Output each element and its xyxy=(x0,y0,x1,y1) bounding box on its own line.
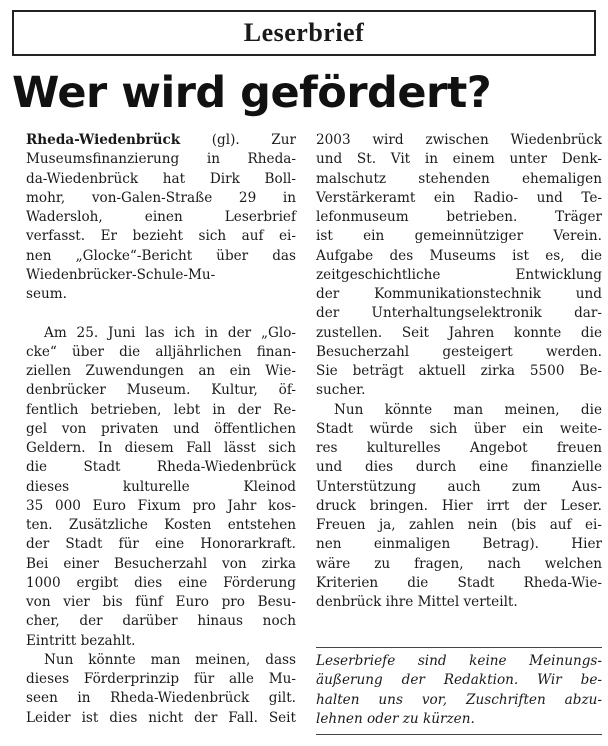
paragraph-line: Sie beträgt aktuell zirka 5500 Be- xyxy=(316,363,602,379)
paragraph-line: ten. Zusätzliche Kosten entstehen xyxy=(26,517,296,533)
editor-note-line: lehnen oder zu kürzen. xyxy=(316,710,475,727)
editor-note-line: Leserbriefe sind keine Meinungs- xyxy=(316,653,602,669)
paragraph-line: denbrück ihre Mittel verteilt. xyxy=(316,594,518,610)
paragraph-line: lefonmuseum betrieben. Träger xyxy=(316,209,602,225)
intro-line: mohr, von-Galen-Straße 29 in xyxy=(26,189,296,206)
note-divider-top xyxy=(316,647,602,648)
paragraph-line: Unterstützung auch zum Aus- xyxy=(316,478,602,495)
intro-line: verfasst. Er bezieht sich auf ei- xyxy=(26,228,296,245)
paragraph-line: Geldern. In diesem Fall lässt sich xyxy=(26,440,296,456)
paragraph-line: zeitgeschichtliche Entwicklung xyxy=(316,266,602,283)
kicker-label: Leserbrief xyxy=(243,18,365,47)
intro-first-line-rest: (gl). Zur xyxy=(180,132,296,148)
paragraph-line: und St. Vit in einem unter Denk- xyxy=(316,151,602,168)
paragraph-line: von vier bis fünf Euro pro Besu- xyxy=(26,594,296,610)
intro-first-line xyxy=(26,131,296,150)
paragraph-line: denbrücker Museum. Kultur, öf- xyxy=(26,382,296,399)
paragraph-line: seen in Rheda-Wiedenbrück gilt. xyxy=(26,690,296,707)
editor-note-line: äußerung der Redaktion. Wir be- xyxy=(316,672,602,689)
article-column-right xyxy=(316,131,602,612)
kicker-box xyxy=(12,10,596,56)
paragraph-line: nen einmaligen Betrag). Hier xyxy=(316,536,602,553)
paragraph-line: Besucherzahl gesteigert werden. xyxy=(316,343,602,360)
paragraph-line: Stadt würde sich über ein weite- xyxy=(316,420,602,437)
intro-line: seum. xyxy=(26,286,67,302)
paragraph-line: dieses kulturelle Kleinod xyxy=(26,478,296,495)
paragraph-line: Aufgabe des Museums ist es, die xyxy=(316,247,602,264)
intro-line: Museumsfinanzierung in Rheda- xyxy=(26,151,296,168)
editor-note-line: halten uns vor, Zuschriften abzu- xyxy=(316,691,602,708)
paragraph-line: der Stadt für eine Honorarkraft. xyxy=(26,536,296,553)
paragraph-line: die Stadt Rheda-Wiedenbrück xyxy=(26,459,296,476)
paragraph-line: Eintritt bezahlt. xyxy=(26,632,136,649)
note-divider-bottom xyxy=(316,734,602,735)
paragraph-line: res kulturelles Angebot freuen xyxy=(316,440,602,456)
paragraph-line: der Unterhaltungselektronik dar- xyxy=(316,305,602,322)
article-column-left xyxy=(26,131,296,728)
paragraph-line: 35 000 Euro Fixum pro Jahr kos- xyxy=(26,497,296,514)
paragraph-line: malschutz stehenden ehemaligen xyxy=(316,170,602,187)
paragraph-line: fentlich betrieben, lebt in der Re- xyxy=(26,401,296,418)
paragraph-line: wäre zu fragen, nach welchen xyxy=(316,555,602,572)
paragraph-line: zustellen. Seit Jahren konnte die xyxy=(316,324,602,341)
intro-line: Wadersloh, einen Leserbrief xyxy=(26,209,296,225)
paragraph-line: der Kommunikationstechnik und xyxy=(316,286,602,302)
paragraph-line: Verstärkeramt ein Radio- und Te- xyxy=(316,189,602,206)
paragraph-line: 2003 wird zwischen Wiedenbrück xyxy=(316,132,602,148)
paragraph-line: ziellen Zuwendungen an ein Wie- xyxy=(26,363,296,379)
paragraph-line: Leider ist dies nicht der Fall. Seit xyxy=(26,709,296,726)
intro-line: nen „Glocke“-Bericht über das xyxy=(26,247,296,264)
paragraph-line: druck bringen. Hier irrt der Leser. xyxy=(316,497,602,514)
paragraph-line: Bei einer Besucherzahl von zirka xyxy=(26,555,296,572)
paragraph-line: Nun könnte man meinen, die xyxy=(334,401,602,418)
paragraph-line: cher, der darüber hinaus noch xyxy=(26,613,296,630)
paragraph-line: sucher. xyxy=(316,382,366,399)
dateline: Rheda-Wiedenbrück xyxy=(26,132,181,148)
intro-line: Wiedenbrücker-Schule-Mu- xyxy=(26,266,216,283)
editor-note xyxy=(316,652,602,729)
headline: Wer wird gefördert? xyxy=(12,68,492,118)
paragraph-line: Freuen ja, zahlen nein (bis auf ei- xyxy=(316,517,602,533)
intro-line: da-Wiedenbrück hat Dirk Boll- xyxy=(26,170,296,187)
paragraph-line: 1000 ergibt dies eine Förderung xyxy=(26,574,296,591)
paragraph-line: Am 25. Juni las ich in der „Glo- xyxy=(44,324,296,341)
paragraph-line: und dies durch eine finanzielle xyxy=(316,459,602,476)
paragraph-line: Kriterien die Stadt Rheda-Wie- xyxy=(316,574,602,591)
paragraph-line: dieses Förderprinzip für alle Mu- xyxy=(26,671,296,687)
paragraph-line: Nun könnte man meinen, dass xyxy=(44,651,296,668)
paragraph-line: cke“ über die alljährlichen finan- xyxy=(26,343,296,360)
paragraph-line: gel von privaten und öffentlichen xyxy=(26,420,296,437)
paragraph-line: ist ein gemeinnütziger Verein. xyxy=(316,228,602,245)
